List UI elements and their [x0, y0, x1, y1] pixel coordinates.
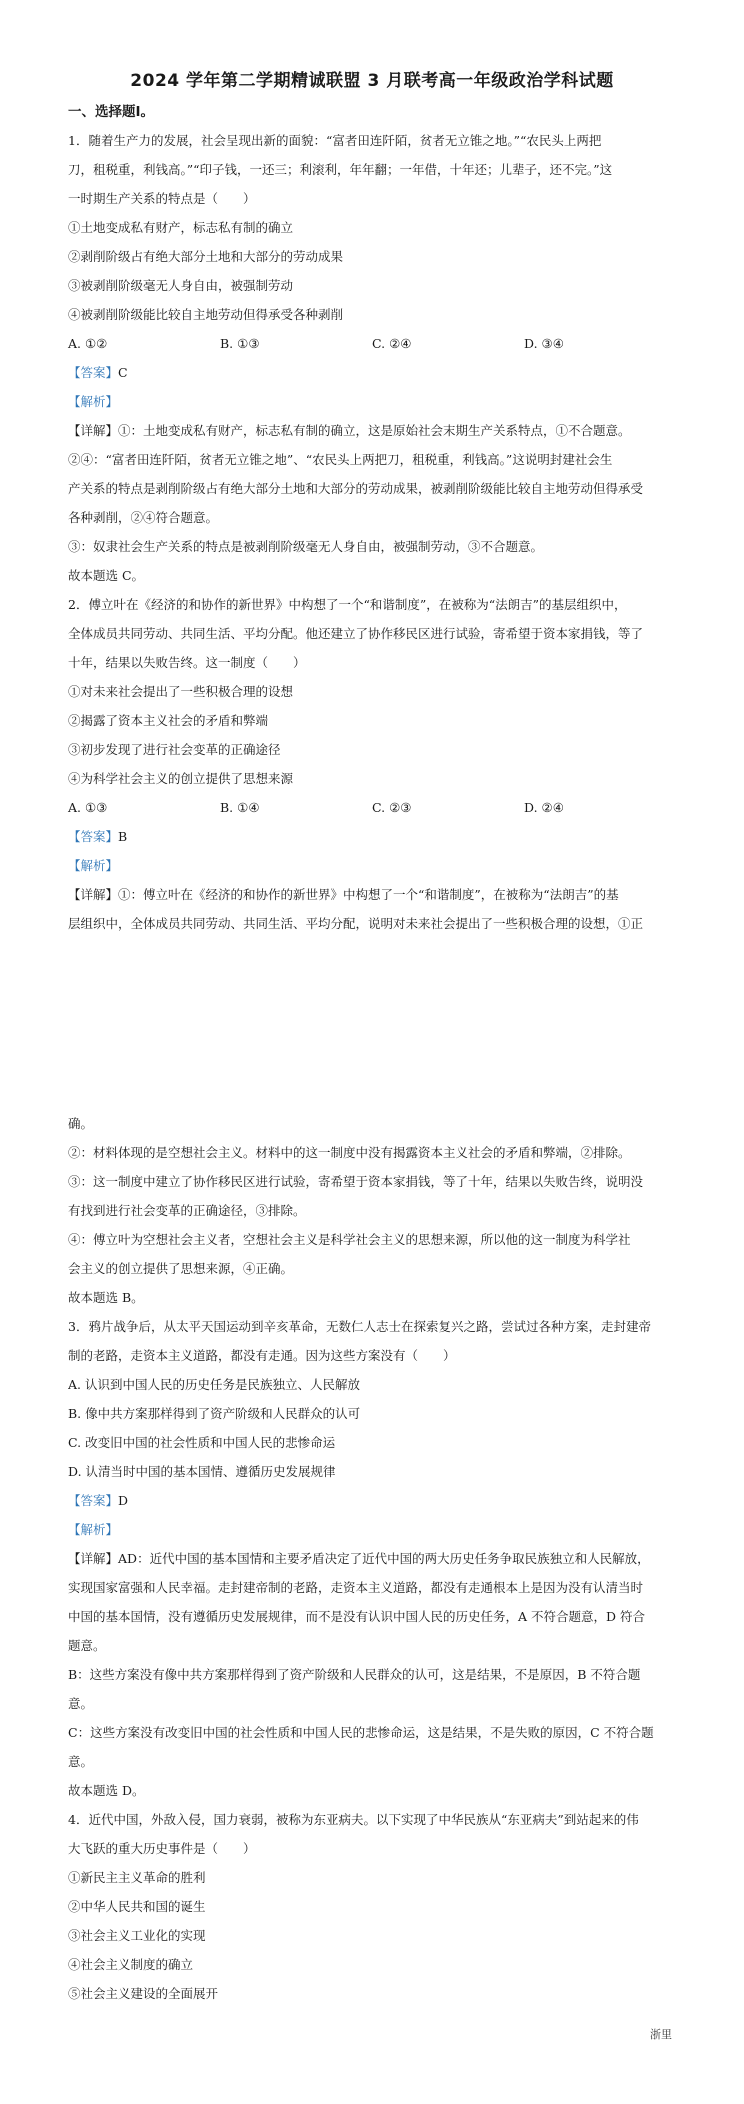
- q2-detail-line: ④：傅立叶为空想社会主义者，空想社会主义是科学社会主义的思想来源，所以他的这一制度为科学社: [68, 1232, 631, 1247]
- q1-detail-text: ①：土地变成私有财产，标志私有制的确立，这是原始社会末期生产关系特点，①不合题意。: [118, 423, 631, 438]
- q2-answer-value: B: [118, 829, 128, 844]
- answer-label: 【答案】: [68, 829, 119, 844]
- q1-detail-line: 故本题选 C。: [68, 568, 145, 583]
- section-heading: 一、选择题Ⅰ。: [68, 104, 155, 120]
- q1-answer: [68, 364, 684, 382]
- q1-stem-line: 刀，租税重，利钱高。”“印子钱，一还三；利滚利，年年翻；一年借，十年还；儿辈子，还不完。”这: [68, 162, 613, 177]
- q4-statement: ⑤社会主义建设的全面展开: [68, 1986, 219, 2001]
- q3-detail-line: 实现国家富强和人民幸福。走封建帝制的老路，走资本主义道路，都没有走通根本上是因为没有认清当时: [68, 1580, 644, 1595]
- q2-stem-line: 2．傅立叶在《经济的和协作的新世界》中构想了一个“和谐制度”，在被称为“法朗吉”的基层组织中，: [68, 597, 627, 612]
- q4-statement: ①新民主主义革命的胜利: [68, 1870, 206, 1885]
- q2-statement: ②揭露了资本主义社会的矛盾和弊端: [68, 713, 269, 728]
- q4-statement: ③社会主义工业化的实现: [68, 1928, 206, 1943]
- q2-detail-line: 会主义的创立提供了思想来源，④正确。: [68, 1261, 294, 1276]
- q3-detail-line: 题意。: [68, 1638, 106, 1653]
- q4-stem-line: 大飞跃的重大历史事件是（ ）: [68, 1841, 256, 1856]
- q3-detail-line: C：这些方案没有改变旧中国的社会性质和中国人民的悲惨命运，这是结果，不是失败的原因，C 不符合题: [68, 1725, 654, 1740]
- q2-option-c: C. ②③: [372, 800, 412, 815]
- q1-detail-line: 各种剥削，②④符合题意。: [68, 510, 219, 525]
- q4-statement: ④社会主义制度的确立: [68, 1957, 194, 1972]
- q3-detail-line: 意。: [68, 1696, 94, 1711]
- q3-option-c: C. 改变旧中国的社会性质和中国人民的悲惨命运: [68, 1435, 336, 1450]
- q3-stem-line: 制的老路，走资本主义道路，都没有走通。因为这些方案没有（ ）: [68, 1348, 456, 1363]
- q2-detail-line: ③：这一制度中建立了协作移民区进行试验，寄希望于资本家捐钱，等了十年，结果以失败告终，说明没: [68, 1174, 644, 1189]
- q4-stem-line: 4．近代中国，外敌入侵，国力衰弱，被称为东亚病夫。以下实现了中华民族从“东亚病夫”到站起来的伟: [68, 1812, 639, 1827]
- q2-detail-line: ②：材料体现的是空想社会主义。材料中的这一制度中没有揭露资本主义社会的矛盾和弊端，②排除。: [68, 1145, 631, 1160]
- q1-option-c: C. ②④: [372, 336, 412, 351]
- q1-stem-line: 1．随着生产力的发展，社会呈现出新的面貌：“富者田连阡陌，贫者无立锥之地。”“农民头上两把: [68, 133, 602, 148]
- q2-option-b: B. ①④: [220, 800, 260, 815]
- page-title: 2024 学年第二学期精诚联盟 3 月联考高一年级政治学科试题: [130, 71, 614, 91]
- q1-statement: ②剥削阶级占有绝大部分土地和大部分的劳动成果: [68, 249, 344, 264]
- q2-statement: ③初步发现了进行社会变革的正确途径: [68, 742, 281, 757]
- answer-label: 【答案】: [68, 1493, 119, 1508]
- q3-detail-line: 故本题选 D。: [68, 1783, 145, 1798]
- q2-detail-line: [68, 886, 684, 904]
- q3-option-b: B. 像中共方案那样得到了资产阶级和人民群众的认可: [68, 1406, 361, 1421]
- q3-answer: [68, 1492, 684, 1510]
- q2-stem-line: 全体成员共同劳动、共同生活、平均分配。他还建立了协作移民区进行试验，寄希望于资本家捐钱，等了: [68, 626, 644, 641]
- detail-label: 【详解】: [68, 1551, 119, 1566]
- q3-detail-line: [68, 1550, 684, 1568]
- q2-statement: ④为科学社会主义的创立提供了思想来源: [68, 771, 294, 786]
- detail-label: 【详解】: [68, 423, 119, 438]
- q3-detail-text: AD：近代中国的基本国情和主要矛盾决定了近代中国的两大历史任务争取民族独立和人民解放，: [118, 1551, 650, 1566]
- q1-statement: ④被剥削阶级能比较自主地劳动但得承受各种剥削: [68, 307, 344, 322]
- q1-detail-line: [68, 422, 684, 440]
- q4-statement: ②中华人民共和国的诞生: [68, 1899, 206, 1914]
- q3-detail-line: 中国的基本国情，没有遵循历史发展规律，而不是没有认识中国人民的历史任务，A 不符合题意，D 符合: [68, 1609, 645, 1624]
- q1-analysis-label: 【解析】: [68, 394, 119, 409]
- q2-answer: [68, 828, 684, 846]
- q3-detail-line: B：这些方案没有像中共方案那样得到了资产阶级和人民群众的认可，这是结果，不是原因，B 不符合题: [68, 1667, 641, 1682]
- q2-stem-line: 十年，结果以失败告终。这一制度（ ）: [68, 655, 306, 670]
- q2-detail-line: 有找到进行社会变革的正确途径，③排除。: [68, 1203, 306, 1218]
- page-footer: 浙里: [650, 2028, 672, 2041]
- q1-option-a: A. ①②: [68, 336, 108, 351]
- q2-option-d: D. ②④: [524, 800, 564, 815]
- q1-detail-line: ③：奴隶社会生产关系的特点是被剥削阶级毫无人身自由，被强制劳动，③不合题意。: [68, 539, 544, 554]
- q1-detail-line: ②④：“富者田连阡陌，贫者无立锥之地”、“农民头上两把刀，租税重，利钱高。”这说明封建社会生: [68, 452, 613, 467]
- q3-option-a: A. 认识到中国人民的历史任务是民族独立、人民解放: [68, 1377, 360, 1392]
- q2-detail-text: ①：傅立叶在《经济的和协作的新世界》中构想了一个“和谐制度”，在被称为“法朗吉”的基: [118, 887, 619, 902]
- q3-answer-value: D: [118, 1493, 129, 1508]
- q1-statement: ③被剥削阶级毫无人身自由，被强制劳动: [68, 278, 294, 293]
- q1-stem-line: 一时期生产关系的特点是（ ）: [68, 191, 256, 206]
- detail-label: 【详解】: [68, 887, 119, 902]
- q1-answer-value: C: [118, 365, 128, 380]
- q2-detail-line: 确。: [68, 1116, 94, 1131]
- q1-statement: ①土地变成私有财产，标志私有制的确立: [68, 220, 294, 235]
- q3-analysis-label: 【解析】: [68, 1522, 119, 1537]
- q1-option-b: B. ①③: [220, 336, 260, 351]
- q3-stem-line: 3．鸦片战争后，从太平天国运动到辛亥革命，无数仁人志士在探索复兴之路，尝试过各种方案，走封建帝: [68, 1319, 651, 1334]
- q3-option-d: D. 认清当时中国的基本国情、遵循历史发展规律: [68, 1464, 336, 1479]
- q1-detail-line: 产关系的特点是剥削阶级占有绝大部分土地和大部分的劳动成果，被剥削阶级能比较自主地劳动但得承受: [68, 481, 644, 496]
- q1-option-d: D. ③④: [524, 336, 564, 351]
- q2-detail-line: 层组织中，全体成员共同劳动、共同生活、平均分配，说明对未来社会提出了一些积极合理的设想，①正: [68, 916, 644, 931]
- q2-option-a: A. ①③: [68, 800, 108, 815]
- q3-detail-line: 意。: [68, 1754, 94, 1769]
- q2-detail-line: 故本题选 B。: [68, 1290, 144, 1305]
- q2-analysis-label: 【解析】: [68, 858, 119, 873]
- q2-statement: ①对未来社会提出了一些积极合理的设想: [68, 684, 294, 699]
- answer-label: 【答案】: [68, 365, 119, 380]
